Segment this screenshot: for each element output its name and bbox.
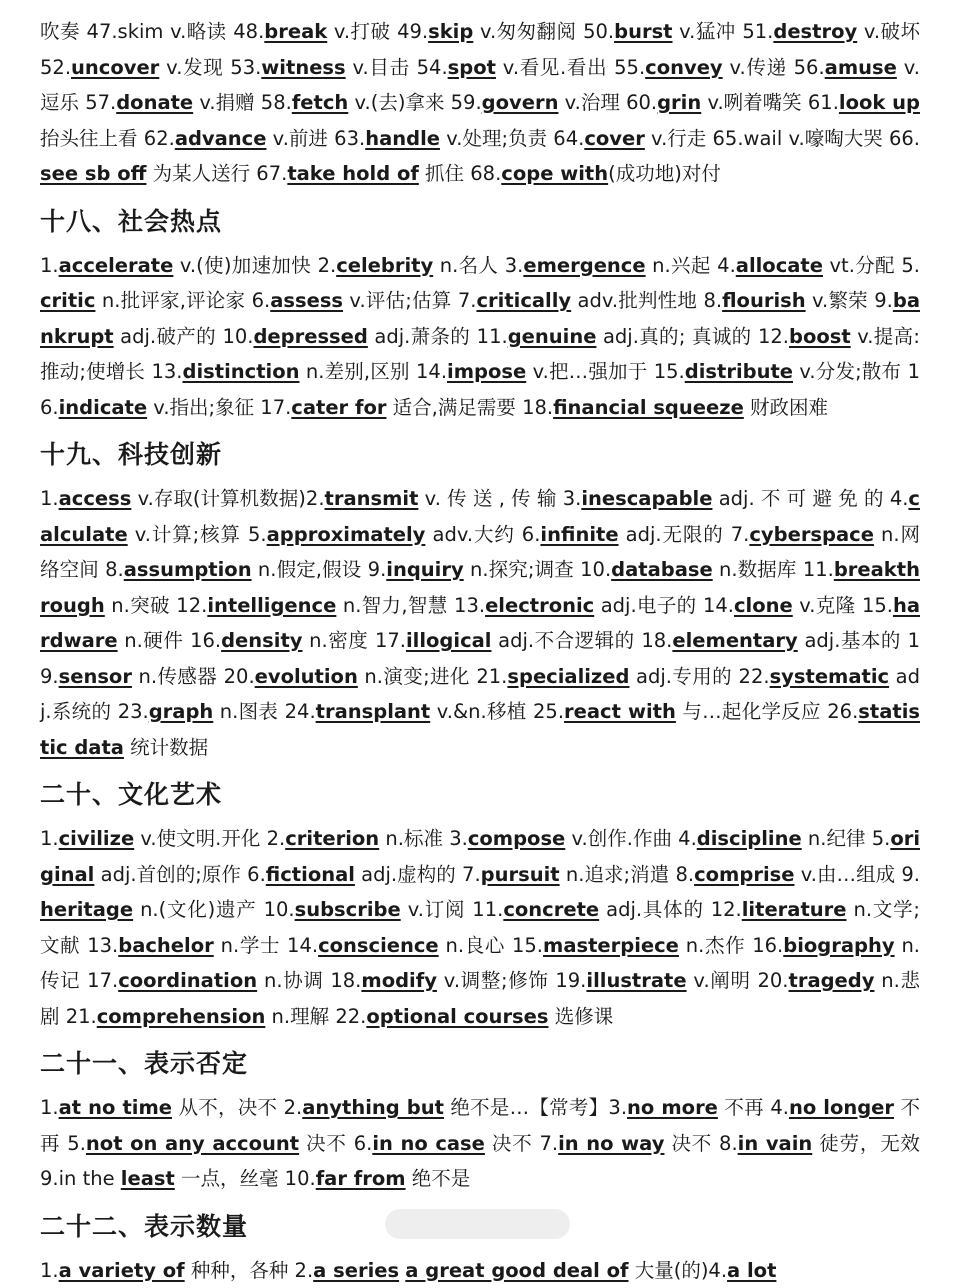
definition-text: 不再 5. bbox=[40, 1096, 920, 1155]
definition-text: n.悲剧 21. bbox=[40, 969, 920, 1028]
vocab-term: emergence bbox=[523, 254, 645, 277]
vocab-term: a series bbox=[313, 1259, 399, 1282]
definition-text: n.批评家,评论家 6. bbox=[95, 289, 270, 312]
definition-text: 与…起化学反应 26. bbox=[676, 700, 858, 723]
vocab-term: inescapable bbox=[581, 487, 712, 510]
definition-text: v.传递 56. bbox=[723, 56, 825, 79]
definition-text: adj.真的; 真诚的 12. bbox=[596, 325, 789, 348]
vocab-term: cyberspace bbox=[749, 523, 874, 546]
section-heading: 十九、科技创新 bbox=[40, 435, 920, 475]
definition-text: adj.系统的 23. bbox=[40, 665, 920, 724]
vocab-term: donate bbox=[116, 91, 193, 114]
definition-text: v.咧着嘴笑 61. bbox=[701, 91, 839, 114]
vocab-term: electronic bbox=[485, 594, 594, 617]
definition-text: 统计数据 bbox=[124, 736, 208, 759]
definition-text: n.纪律 5. bbox=[802, 827, 891, 850]
definition-text: adj.萧条的 11. bbox=[368, 325, 508, 348]
definition-text: adj. 不 可 避 免 的 4. bbox=[712, 487, 908, 510]
vocab-term: burst bbox=[614, 20, 672, 43]
definition-text: 大量(的)4. bbox=[629, 1259, 728, 1282]
vocab-term: anything but bbox=[302, 1096, 444, 1119]
section-heading: 二十一、表示否定 bbox=[40, 1044, 920, 1084]
definition-text: v.阐明 20. bbox=[687, 969, 789, 992]
vocab-term: pursuit bbox=[481, 863, 560, 886]
definition-text: 决不 6. bbox=[299, 1132, 372, 1155]
definition-text: v.调整;修饰 19. bbox=[437, 969, 586, 992]
definition-text: n.演变;进化 21. bbox=[358, 665, 508, 688]
section-body bbox=[40, 1090, 920, 1197]
definition-text: n.差别,区别 14. bbox=[299, 360, 447, 383]
intro-paragraph bbox=[40, 14, 920, 192]
vocab-term: look up bbox=[839, 91, 920, 114]
section-body bbox=[40, 1253, 920, 1288]
definition-text: n.(文化)遗产 10. bbox=[133, 898, 295, 921]
vocab-term: fetch bbox=[292, 91, 348, 114]
vocab-term: illogical bbox=[406, 629, 492, 652]
definition-text: n.网络空间 8. bbox=[40, 523, 920, 582]
vocab-term: conscience bbox=[318, 934, 439, 957]
vocab-term: assumption bbox=[124, 558, 252, 581]
definition-text: n.良心 15. bbox=[439, 934, 543, 957]
vocab-term: biography bbox=[783, 934, 894, 957]
vocab-term: systematic bbox=[770, 665, 890, 688]
vocab-term: original bbox=[40, 827, 920, 886]
definition-text: adj.基本的 19. bbox=[40, 629, 920, 688]
watermark-overlay bbox=[385, 1209, 570, 1239]
definition-text: n.标准 3. bbox=[379, 827, 468, 850]
section-19 bbox=[40, 435, 920, 765]
definition-text: 抓住 68. bbox=[419, 162, 501, 185]
vocab-term: a variety of bbox=[59, 1259, 185, 1282]
vocab-term: accelerate bbox=[59, 254, 174, 277]
vocab-term: see sb off bbox=[40, 162, 146, 185]
definition-text: adj.专用的 22. bbox=[629, 665, 769, 688]
section-body bbox=[40, 248, 920, 426]
definition-text: 1. bbox=[40, 1096, 59, 1119]
vocab-term: masterpiece bbox=[543, 934, 679, 957]
vocab-term: comprise bbox=[694, 863, 794, 886]
vocab-term: genuine bbox=[508, 325, 597, 348]
definition-text: (成功地)对付 bbox=[608, 162, 721, 185]
vocab-term: celebrity bbox=[336, 254, 433, 277]
vocab-term: sensor bbox=[59, 665, 132, 688]
vocab-term: grin bbox=[657, 91, 701, 114]
definition-text: n.传感器 20. bbox=[132, 665, 255, 688]
definition-text: v.使文明.开化 2. bbox=[134, 827, 285, 850]
definition-text: v.指出;象征 17. bbox=[147, 396, 291, 419]
definition-text: v.计算;核算 5. bbox=[128, 523, 267, 546]
vocab-term: cover bbox=[584, 127, 645, 150]
definition-text: 一点，丝毫 10. bbox=[175, 1167, 316, 1190]
vocab-term: bachelor bbox=[118, 934, 213, 957]
definition-text: 决不 8. bbox=[664, 1132, 737, 1155]
vocab-term: in no case bbox=[372, 1132, 485, 1155]
definition-text: 绝不是…【常考】3. bbox=[444, 1096, 627, 1119]
vocab-term: cater for bbox=[291, 396, 386, 419]
vocab-term: in vain bbox=[738, 1132, 813, 1155]
definition-text: 徒劳，无效 9.in the bbox=[40, 1132, 920, 1191]
vocab-term: allocate bbox=[736, 254, 823, 277]
section-heading: 二十、文化艺术 bbox=[40, 775, 920, 815]
vocab-term: hardware bbox=[40, 594, 920, 653]
definition-text: v.繁荣 9. bbox=[806, 289, 893, 312]
vocab-term: react with bbox=[564, 700, 676, 723]
definition-text: n.兴起 4. bbox=[646, 254, 736, 277]
vocab-term: transmit bbox=[325, 487, 419, 510]
vocab-term: amuse bbox=[825, 56, 897, 79]
vocab-term: depressed bbox=[253, 325, 367, 348]
definition-text: adj.不合逻辑的 18. bbox=[491, 629, 672, 652]
vocab-term: no longer bbox=[789, 1096, 894, 1119]
definition-text: v.存取(计算机数据)2. bbox=[131, 487, 324, 510]
vocab-term: not on any account bbox=[86, 1132, 299, 1155]
definition-text: v. 传 送 , 传 输 3. bbox=[418, 487, 581, 510]
definition-text: n.假定,假设 9. bbox=[252, 558, 387, 581]
definition-text: n.探究;调查 10. bbox=[464, 558, 611, 581]
vocab-term: govern bbox=[482, 91, 559, 114]
vocab-term: tragedy bbox=[789, 969, 875, 992]
definition-text: v.把…强加于 15. bbox=[526, 360, 685, 383]
definition-text: vt.分配 5. bbox=[823, 254, 920, 277]
definition-text: adv.大约 6. bbox=[425, 523, 540, 546]
vocab-term: approximately bbox=[267, 523, 426, 546]
definition-text: 财政困难 bbox=[744, 396, 828, 419]
definition-text: v.前进 63. bbox=[266, 127, 365, 150]
definition-text: n.文学;文献 13. bbox=[40, 898, 920, 957]
definition-text: 从不，决不 2. bbox=[172, 1096, 302, 1119]
definition-text: n.智力,智慧 13. bbox=[336, 594, 485, 617]
vocab-term: civilize bbox=[59, 827, 135, 850]
vocab-term: elementary bbox=[672, 629, 797, 652]
definition-text: v.克隆 15. bbox=[793, 594, 893, 617]
definition-text: adj.电子的 14. bbox=[594, 594, 734, 617]
vocab-term: financial squeeze bbox=[553, 396, 744, 419]
vocab-term: comprehension bbox=[97, 1005, 266, 1028]
definition-text: n.协调 18. bbox=[257, 969, 361, 992]
definition-text: adj.虚构的 7. bbox=[355, 863, 481, 886]
definition-text: n.数据库 11. bbox=[713, 558, 834, 581]
vocab-term: illustrate bbox=[586, 969, 686, 992]
vocab-term: impose bbox=[447, 360, 526, 383]
vocab-term: skip bbox=[428, 20, 473, 43]
definition-text: 决不 7. bbox=[485, 1132, 558, 1155]
vocab-term: break bbox=[264, 20, 327, 43]
section-21 bbox=[40, 1044, 920, 1197]
definition-text: v.破坏 52. bbox=[40, 20, 920, 79]
vocab-term: literature bbox=[742, 898, 847, 921]
definition-text: n.杰作 16. bbox=[679, 934, 783, 957]
definition-text: v.发现 53. bbox=[159, 56, 261, 79]
vocab-term: far from bbox=[316, 1167, 406, 1190]
vocab-term: destroy bbox=[773, 20, 857, 43]
vocab-term: boost bbox=[789, 325, 851, 348]
definition-text: 不再 4. bbox=[718, 1096, 789, 1119]
definition-text: 绝不是 bbox=[406, 1167, 471, 1190]
definition-text: 1. bbox=[40, 487, 59, 510]
definition-text: adj.破产的 10. bbox=[114, 325, 254, 348]
definition-text: v.治理 60. bbox=[558, 91, 657, 114]
vocab-term: handle bbox=[365, 127, 440, 150]
definition-text: adv.批判性地 8. bbox=[571, 289, 722, 312]
vocab-term: convey bbox=[645, 56, 723, 79]
vocab-term: flourish bbox=[722, 289, 806, 312]
vocab-term: advance bbox=[175, 127, 267, 150]
definition-text: v.看见.看出 55. bbox=[496, 56, 645, 79]
definition-text: v.猛冲 51. bbox=[673, 20, 774, 43]
definition-text: v.评估;估算 7. bbox=[343, 289, 476, 312]
vocab-term: critic bbox=[40, 289, 95, 312]
definition-text: n.名人 3. bbox=[433, 254, 523, 277]
vocab-term: uncover bbox=[71, 56, 159, 79]
vocab-term: specialized bbox=[507, 665, 629, 688]
definition-text: 种种，各种 2. bbox=[185, 1259, 314, 1282]
vocab-term: infinite bbox=[540, 523, 618, 546]
definition-text: 1. bbox=[40, 1259, 59, 1282]
definition-text: 选修课 bbox=[549, 1005, 614, 1028]
vocab-term: density bbox=[221, 629, 302, 652]
definition-text: v.捐赠 58. bbox=[193, 91, 292, 114]
definition-text: v.&n.移植 25. bbox=[430, 700, 564, 723]
section-heading: 二十二、表示数量 bbox=[40, 1207, 920, 1247]
vocab-term: distinction bbox=[183, 360, 300, 383]
definition-text: v.打破 49. bbox=[327, 20, 428, 43]
vocab-term: modify bbox=[361, 969, 437, 992]
vocab-term: transplant bbox=[316, 700, 431, 723]
vocab-term: discipline bbox=[697, 827, 802, 850]
vocab-term: breakthrough bbox=[40, 558, 920, 617]
vocab-term: at no time bbox=[59, 1096, 172, 1119]
definition-text: v.创作.作曲 4. bbox=[565, 827, 696, 850]
vocab-term: coordination bbox=[118, 969, 257, 992]
definition-text: n.图表 24. bbox=[213, 700, 315, 723]
definition-text: n.密度 17. bbox=[302, 629, 406, 652]
definition-text: n.突破 12. bbox=[105, 594, 208, 617]
vocab-term: assess bbox=[270, 289, 343, 312]
definition-text: v.处理;负责 64. bbox=[440, 127, 584, 150]
definition-text: 1. bbox=[40, 827, 59, 850]
vocab-term: no more bbox=[627, 1096, 718, 1119]
definition-text: v.目击 54. bbox=[346, 56, 448, 79]
definition-text: n.学士 14. bbox=[214, 934, 318, 957]
vocab-term: bankrupt bbox=[40, 289, 920, 348]
definition-text: n.硬件 16. bbox=[118, 629, 222, 652]
definition-text: 抬头往上看 62. bbox=[40, 127, 175, 150]
definition-text: n.传记 17. bbox=[40, 934, 920, 993]
vocab-term: database bbox=[611, 558, 713, 581]
vocab-term: criterion bbox=[285, 827, 379, 850]
vocab-term: evolution bbox=[255, 665, 358, 688]
vocab-term: concrete bbox=[503, 898, 599, 921]
definition-text: v.匆匆翻阅 50. bbox=[473, 20, 614, 43]
definition-text: n.理解 22. bbox=[265, 1005, 366, 1028]
section-18 bbox=[40, 202, 920, 426]
vocab-term: indicate bbox=[59, 396, 147, 419]
vocab-term: inquiry bbox=[386, 558, 463, 581]
vocab-term: optional courses bbox=[366, 1005, 548, 1028]
vocab-term: in no way bbox=[558, 1132, 664, 1155]
vocab-term: intelligence bbox=[207, 594, 336, 617]
definition-text: adj.具体的 12. bbox=[599, 898, 742, 921]
vocab-term: least bbox=[121, 1167, 175, 1190]
vocab-term: heritage bbox=[40, 898, 133, 921]
vocab-term: a great good deal of bbox=[405, 1259, 628, 1282]
vocab-term: graph bbox=[149, 700, 214, 723]
definition-text: 吹奏 47.skim v.略读 48. bbox=[40, 20, 264, 43]
vocab-term: subscribe bbox=[295, 898, 401, 921]
definition-text: adj.无限的 7. bbox=[619, 523, 750, 546]
definition-text: v.分发;散布 16. bbox=[40, 360, 920, 419]
definition-text: v.订阅 11. bbox=[401, 898, 504, 921]
vocab-term: critically bbox=[476, 289, 571, 312]
section-20 bbox=[40, 775, 920, 1034]
definition-text: 1. bbox=[40, 254, 59, 277]
section-heading: 十八、社会热点 bbox=[40, 202, 920, 242]
vocab-term: access bbox=[59, 487, 132, 510]
section-body bbox=[40, 821, 920, 1034]
definition-text: v.由…组成 9. bbox=[794, 863, 920, 886]
vocab-term: fictional bbox=[266, 863, 355, 886]
vocab-term: witness bbox=[261, 56, 345, 79]
vocab-term: clone bbox=[734, 594, 793, 617]
section-body bbox=[40, 481, 920, 765]
definition-text: v.(使)加速加快 2. bbox=[173, 254, 336, 277]
vocab-term: compose bbox=[468, 827, 565, 850]
definition-text: adj.首创的;原作 6. bbox=[94, 863, 265, 886]
vocab-term: distribute bbox=[685, 360, 793, 383]
definition-text: v.逗乐 57. bbox=[40, 56, 920, 115]
definition-text: v.提高:推动;使增长 13. bbox=[40, 325, 920, 384]
vocab-term: take hold of bbox=[287, 162, 419, 185]
vocab-term: spot bbox=[448, 56, 496, 79]
definition-text: v.行走 65.wail v.嚎啕大哭 66. bbox=[645, 127, 920, 150]
definition-text: n.追求;消遣 8. bbox=[560, 863, 694, 886]
definition-text: v.(去)拿来 59. bbox=[348, 91, 481, 114]
vocab-term: calculate bbox=[40, 487, 920, 546]
vocab-term: a lot bbox=[727, 1259, 776, 1282]
vocab-term: cope with bbox=[501, 162, 608, 185]
vocab-term: statistic data bbox=[40, 700, 920, 759]
definition-text: 为某人送行 67. bbox=[146, 162, 287, 185]
definition-text: 适合,满足需要 18. bbox=[386, 396, 553, 419]
